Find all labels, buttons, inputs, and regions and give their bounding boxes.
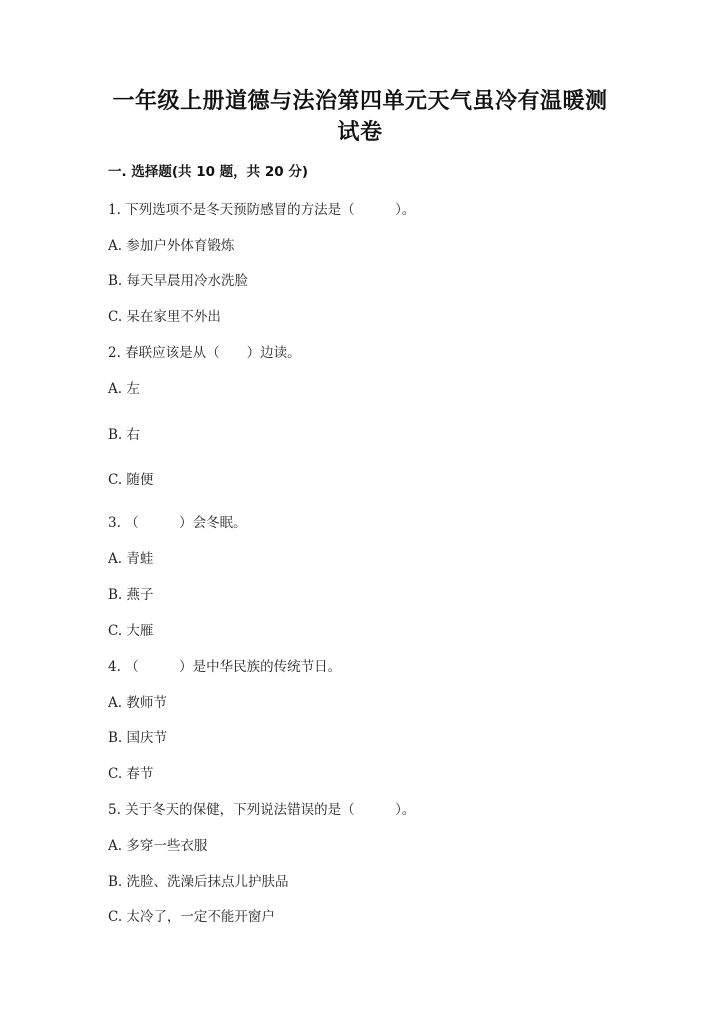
question-4-option-a: A. 教师节 <box>108 695 167 711</box>
question-5-option-a: A. 多穿一些衣服 <box>108 838 208 854</box>
question-1-option-a: A. 参加户外体育锻炼 <box>108 238 235 254</box>
question-5-option-c: C. 太冷了，一定不能开窗户 <box>108 909 275 925</box>
question-2-option-c: C. 随便 <box>108 472 154 488</box>
question-4-stem: 4. （ ）是中华民族的传统节日。 <box>108 659 342 675</box>
question-4-option-b: B. 国庆节 <box>108 730 168 746</box>
title-line-1: 一年级上册道德与法治第四单元天气虽冷有温暖测 <box>112 89 608 114</box>
question-1-stem: 1. 下列选项不是冬天预防感冒的方法是（ ）。 <box>108 202 416 218</box>
page-title <box>80 86 640 148</box>
question-1-option-b: B. 每天早晨用冷水洗脸 <box>108 273 249 289</box>
question-4-option-c: C. 春节 <box>108 766 154 782</box>
title-line-2: 试卷 <box>337 120 383 145</box>
question-3-option-b: B. 燕子 <box>108 587 154 603</box>
question-5-option-b: B. 洗脸、洗澡后抹点儿护肤品 <box>108 874 289 890</box>
question-3-option-c: C. 大雁 <box>108 623 154 639</box>
section-heading: 一. 选择题(共 10 题，共 20 分) <box>108 164 309 180</box>
question-1-option-c: C. 呆在家里不外出 <box>108 309 221 325</box>
question-2-option-b: B. 右 <box>108 427 141 443</box>
question-2-stem: 2. 春联应该是从（ ）边读。 <box>108 345 301 361</box>
question-3-option-a: A. 青蛙 <box>108 551 154 567</box>
question-5-stem: 5. 关于冬天的保健，下列说法错误的是（ ）。 <box>108 802 416 818</box>
question-2-option-a: A. 左 <box>108 381 140 397</box>
question-3-stem: 3. （ ）会冬眠。 <box>108 515 247 531</box>
